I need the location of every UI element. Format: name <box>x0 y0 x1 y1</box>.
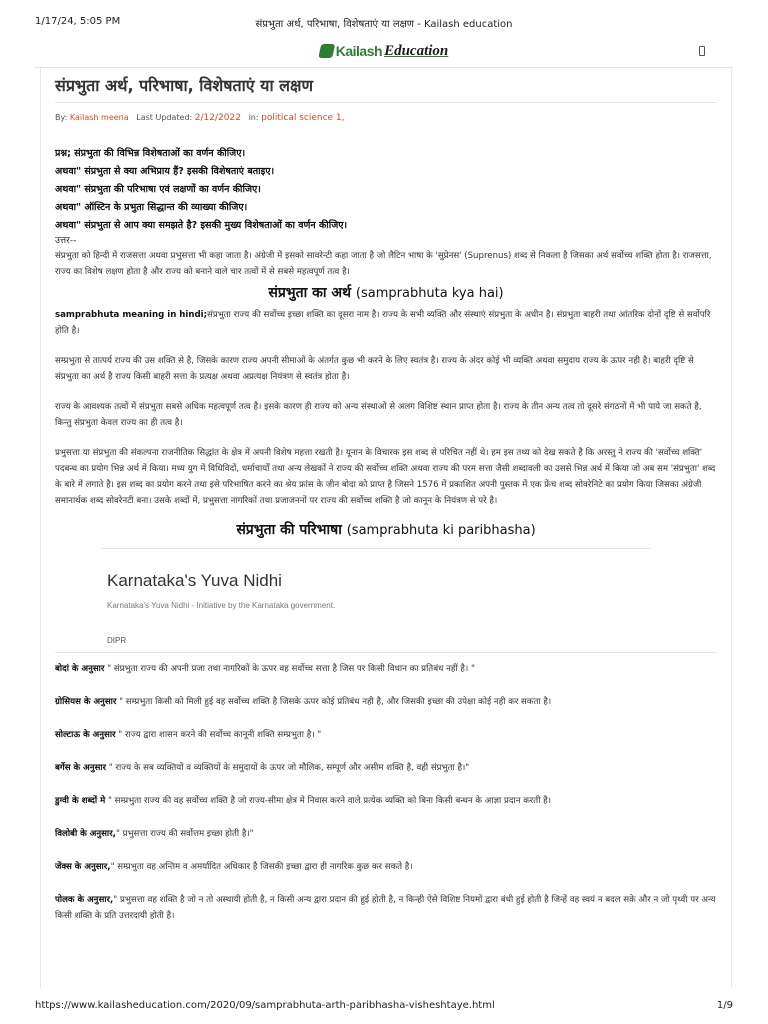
logo-text-education: Education <box>384 42 449 59</box>
definition-author: पोलक के अनुसार, <box>55 895 114 905</box>
definition-text: " सम्प्रभुता वह अन्तिम व अमर्यादित अधिकार है जिसकी इच्छा द्वारा ही नागरिक कुछ कर सकते है। <box>110 862 413 872</box>
question-line: अथवा" संप्रभुता की परिभाषा एवं लक्षणों का वर्णन कीजिए। <box>55 184 261 195</box>
post-meta <box>55 113 717 125</box>
question-line: प्रश्न; संप्रभुता की विभिन्न विशेषताओं का वर्णन कीजिए। <box>55 148 246 159</box>
definition-author: ग्रोसियस के अनुसार <box>55 697 117 707</box>
article-title: संप्रभुता अर्थ, परिभाषा, विशेषताएं या लक्षण <box>55 76 314 95</box>
by-label: By: <box>55 113 68 122</box>
ad-subtitle: Karnataka's Yuva Nidhi - Initiative by the Karnataka government. <box>107 601 336 610</box>
heading-text: संप्रभुता का अर्थ <box>268 285 352 301</box>
definition-item <box>55 760 717 776</box>
advertisement[interactable] <box>101 548 651 650</box>
answer-label: उत्तर-- <box>55 236 77 246</box>
logo-text-kailash: Kailash <box>335 43 383 59</box>
ad-source: DIPR <box>107 636 127 645</box>
meaning-paragraph <box>55 307 717 339</box>
definitions-list <box>55 652 717 924</box>
author-link[interactable]: Kailash meena <box>69 113 129 122</box>
question-block <box>55 145 717 248</box>
intro-paragraph: संप्रभुता को हिन्दी में राजसत्ता अथवा प्रभुसत्ता भी कहा जाता है। अंग्रेजी में इसको सावरेन्टी कहा जाता है जो लैटिन भाषा के 'सुप्रेनस' (Suprenus) शब्द से निकला है जिसका अर्थ सर्वोच्च शक्ति होता है। राजसत्ता, राज्य का विशेष लक्षण होता है और राज्य को बनाने वाले चार तत्वों में से सबसे महत्वपूर्ण तत्व है। <box>55 251 712 277</box>
updated-date: 2/12/2022 <box>194 113 241 123</box>
print-page-number: 1/9 <box>716 1000 733 1011</box>
definition-text: " राज्य के सब व्यक्तियों व व्यक्तियों के समुदायों के ऊपर जो मौलिक, सम्पूर्ण और असीम शक्ति है, वही संप्रभुता है।" <box>106 763 470 773</box>
definition-author: सोल्टाऊ के अनुसार <box>55 730 116 740</box>
site-header <box>35 36 733 68</box>
article <box>40 68 732 988</box>
print-datetime: 1/17/24, 5:05 PM <box>35 16 121 27</box>
in-label: in: <box>248 113 259 122</box>
section-heading-definition <box>55 519 717 542</box>
print-header <box>35 16 733 30</box>
definition-author: बोदां के अनुसार <box>55 664 105 674</box>
section-heading-meaning <box>55 282 717 305</box>
definition-text: " सम्प्रभुता राज्य की वह सर्वोच्च शक्ति है जो राज्य-सीमा क्षेत्र मे निवास करने वाले प्रत्येक व्यक्ति को बिना किसी बन्धन के आज्ञा प्रदान करती है। <box>105 796 551 806</box>
definition-item <box>55 727 717 743</box>
heading-translit: (samprabhuta kya hai) <box>355 286 504 301</box>
title-divider <box>55 102 717 103</box>
question-line: अथवा" संप्रभुता से क्या अभिप्राय हैं? इसकी विशेषताएं बताइए। <box>55 166 275 177</box>
definition-item <box>55 661 717 677</box>
definition-author: जेंक्स के अनुसार, <box>55 862 111 872</box>
definition-item <box>55 859 717 875</box>
definition-text: " सम्प्रभुता किसी को मिली हुई वह सर्वोच्च शक्ति है जिसके ऊपर कोई प्रतिबंध नही है, और जिसकी इच्छा की उपेक्षा कोई नही कर सकता है। <box>116 697 552 707</box>
updated-label: Last Updated: <box>136 113 193 122</box>
definition-author: डुग्वी के शब्दों मे <box>55 796 106 806</box>
print-page-title: संप्रभुता अर्थ, परिभाषा, विशेषताएं या लक्षण - Kailash education <box>255 19 513 30</box>
question-line: अथवा" संप्रभुता से आप क्या समझते है? इसकी मुख्य विशेषताओं का वर्णन कीजिए। <box>55 220 348 231</box>
definition-item <box>55 826 717 842</box>
paragraph-3: राज्य के आवश्यक तत्वों में संप्रभुता सबसे अधिक महत्वपूर्ण तत्व है। इसके कारण ही राज्य को अन्य संस्थाओं से अलग विशिष्ट स्थान प्राप्त होता है। राज्य के तीन अन्य तत्व तो दूसरे संगठनों में भी पाये जा सकते है, किन्तु संप्रभुता केवल राज्य का ही तत्व है। <box>55 402 702 428</box>
paragraph-4: प्रभुसत्ता या संप्रभुता की संकल्पना राजनीतिक सिद्धांत के क्षेत्र में अपनी विशेष महत्ता रखती है। यूनान के विचारक इस शब्द से परिचित नहीं थे। हम इस तथ्य को देख सकते है कि अरस्तु ने राज्य की 'सर्वोच्च शक्ति' पदबन्ध का प्रयोग भिन्न अर्थ में किया। मध्य युग में विधिविदों, धर्माचार्यों तथा अन्य लेखकों ने राज्य की सर्वोच्च शक्ति अथवा राज्य की परम सत्ता जैसी शब्दावली का उससे भिन्न अर्थ में किया जो अब सम 'संप्रभुता' शब्द के बारे में लगाते है। इस शब्द का प्रयोग करने तथा इसे परिभाषित करने का श्रेय फ्रांस के जीन बोदा को प्राप्त है जिसने 1576 में प्रकाशित अपनी पुस्तक में एक फ्रेंच शब्द सोवरेनिटे का प्रयोग किया जिसका अंग्रेजी समानार्थक शब्द सोवरेनटी बना। उसके शब्दों में, प्रभुसत्ता नागरिकों तथा प्रजाजननों पर राज्य की सर्वोच्च शक्ति है जो कानून के नियंत्रण से परे है। <box>55 448 716 506</box>
question-line: अथवा" ऑस्टिन के प्रभुता सिद्धान्त की व्याख्या कीजिए। <box>55 202 248 213</box>
definition-item <box>55 892 717 924</box>
meaning-label: samprabhuta meaning in hindi; <box>55 310 208 320</box>
definition-text: " प्रभुसत्ता राज्य की सर्वोत्तम इच्छा होती है।" <box>115 829 254 839</box>
meaning-text: संप्रभुता राज्य की सर्वोच्च इच्छा शक्ति का दूसरा नाम है। राज्य के सभी व्यक्ति और संस्थाएं संप्रभुता के अधीन है। संप्रभुता बाहरी तथा आंतरिक दोनों दृष्टि से सर्वोपरि होति है। <box>55 310 711 336</box>
definition-item <box>55 694 717 710</box>
definition-item <box>55 793 717 809</box>
heading-translit: (samprabhuta ki paribhasha) <box>346 523 536 538</box>
definition-text: " राज्य द्वारा शासन करने की सर्वोच्च कानूनी शक्ति सम्प्रभुता है। " <box>115 730 322 740</box>
print-footer <box>35 1000 733 1014</box>
definition-text: " संप्रभुता राज्य की अपनी प्रजा तथा नागरिकों के ऊपर वह सर्वोच्च सत्ता है जिस पर किसी विधान का प्रतिबंध नहीं है। " <box>104 664 475 674</box>
ad-title[interactable]: Karnataka's Yuva Nidhi <box>107 571 282 590</box>
paragraph-2: सम्प्रभुता से तात्पर्य राज्य की उस शक्ति से है, जिसके कारण राज्य अपनी सीमाओं के अंतर्गत कुछ भी करने के लिए स्वतंत्र है। राज्य के अंदर कोई भी व्यक्ति अथवा समुदाय राज्य के ऊपर नही है। बाहरी दृष्टि से संप्रभुता का अर्थ है राज्य किसी बाहरी सत्ता के प्रत्यक्ष अथवा अप्रत्यक्ष नियंत्रण से स्वतंत्र होता है। <box>55 356 694 382</box>
definition-author: बर्गेस के अनुसार <box>55 763 107 773</box>
mobile-menu-icon[interactable] <box>699 46 705 56</box>
logo-icon <box>318 44 335 58</box>
print-url: https://www.kailasheducation.com/2020/09/samprabhuta-arth-paribhasha-visheshtaye.html <box>35 1000 495 1011</box>
site-logo[interactable] <box>320 40 449 62</box>
heading-text: संप्रभुता की परिभाषा <box>236 522 342 538</box>
category-link[interactable]: political science 1, <box>261 113 345 123</box>
definition-author: विलोबी के अनुसार, <box>55 829 116 839</box>
definition-text: " प्रभुसत्ता वह शक्ति है जो न तो अस्थायी होती है, न किसी अन्य द्वारा प्रदान की हुई होती है, न किन्ही ऐसे विशिष्ट नियमों द्वारा बंधी हुई होती है जिन्हें वह स्वयं न बदल सके और न जो पृथ्वी पर अन्य किसी शक्ति के प्रति उत्तरदायी होती है। <box>55 895 716 921</box>
